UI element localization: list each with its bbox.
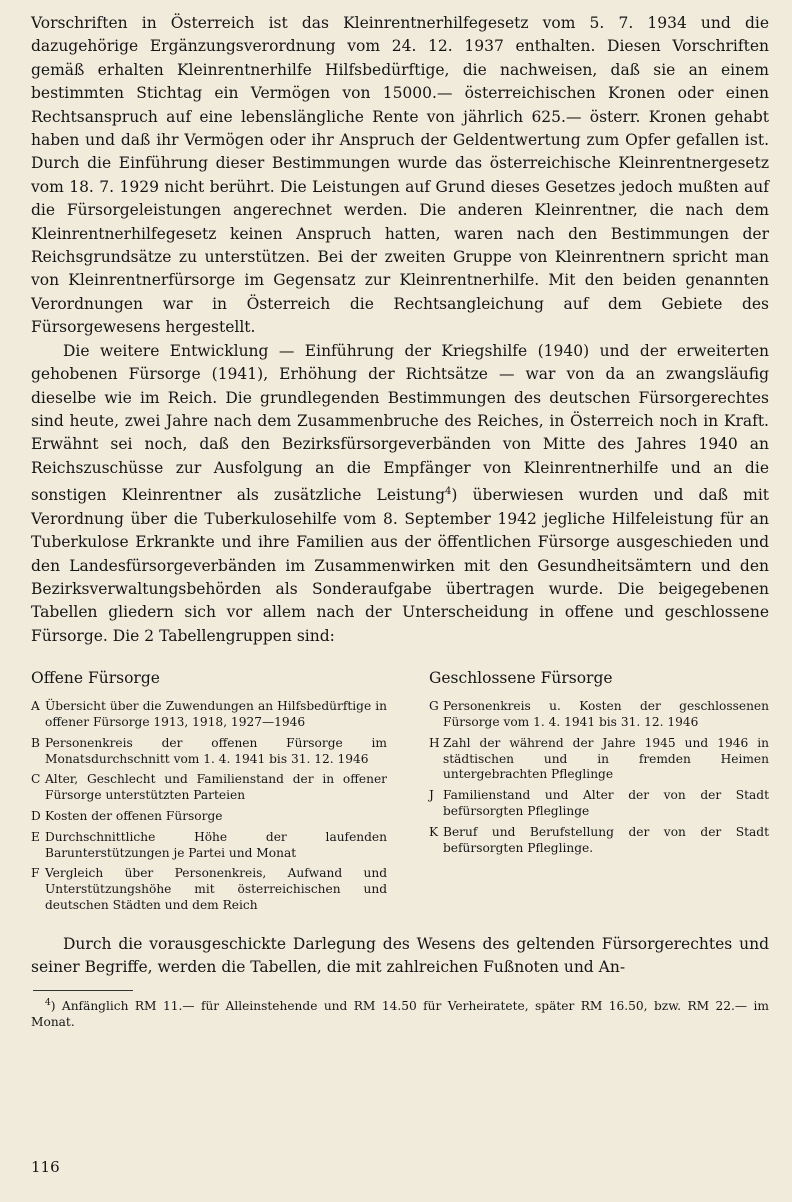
footnote-divider [33,990,133,991]
closing-paragraph: Durch die vorausgeschickte Darlegung des Wesens des geltenden Fürsorgerechtes und seiner Begriffe, werden die Tabellen, die mit zahlreichen Fußnoten und An- [31,934,769,977]
list-item-key: E [31,829,40,844]
paragraph-2 [31,340,769,648]
list-item-text: Alter, Geschlecht und Familienstand der in offener Fürsorge unterstützten Parteien [45,772,387,803]
list-item [31,866,387,913]
list-item-text: Beruf und Berufstellung der von der Stadt befürsorgten Pfleglinge. [443,824,769,855]
list-item-text: Vergleich über Personenkreis, Aufwand und Unterstützungshöhe mit österreichischen und deutschen Städten und dem Reich [45,866,387,912]
list-item [31,699,387,731]
list-item-key: A [31,699,40,714]
footnote-mark: 4 [45,997,51,1008]
list-item [429,699,769,731]
list-item-text: Personenkreis u. Kosten der geschlossenen Fürsorge vom 1. 4. 1941 bis 31. 12. 1946 [443,699,769,729]
paragraph-2-text-a: Die weitere Entwicklung — Einführung der Kriegshilfe (1940) und der erweiterten gehobenen Fürsorge (1941), Erhöhung der Richtsätze — war von da an zwangsläufig dieselbe wie im Reich. Die grundlegenden Bestimmungen des deutschen Fürsorgerechtes sind heute, zwei Jahre nach dem Zusammenbruche des Reiches, in Österreich noch in Kraft. Erwähnt sei noch, daß den Bezirksfürsorgeverbänden von Mitte des Jahres 1940 an Reichszuschüsse zur Ausfolgung an die Empfänger von Kleinrentnerhilfe und an die sonstigen Kleinrentner als zusätzliche Leistung [31,341,769,505]
list-item-key: F [31,866,40,881]
list-item-text: Familienstand und Alter der von der Stadt befürsorgten Pfleglinge [443,788,769,818]
list-item-key: H [429,735,440,750]
left-column [31,667,387,919]
page [31,12,769,1031]
footnote-reference[interactable]: 4 [445,486,452,498]
right-column-heading: Geschlossene Fürsorge [429,669,613,688]
list-item-text: Durchschnittliche Höhe der laufenden Barunterstützungen je Partei und Monat [45,829,387,860]
table-list [31,667,769,919]
list-item [31,830,387,862]
list-item-text: Übersicht über die Zuwendungen an Hilfsbedürftige in offener Fürsorge 1913, 1918, 1927—1946 [45,699,387,729]
list-item-key: G [429,699,439,714]
list-item [429,736,769,783]
list-item [31,809,387,825]
right-column [429,667,769,919]
list-item-text: Zahl der während der Jahre 1945 und 1946 in städtischen und in fremden Heimen untergebrachten Pfleglinge [443,735,769,782]
right-column-list [429,699,769,856]
footnote [31,995,769,1031]
footnote-text: ) Anfänglich RM 11.— für Alleinstehende und RM 14.50 für Verheiratete, später RM 16.50, bzw. RM 22.— im Monat. [31,998,769,1030]
list-item-key: D [31,808,41,823]
body-text [31,12,769,648]
paragraph-1: Vorschriften in Österreich ist das Kleinrentnerhilfegesetz vom 5. 7. 1934 und die dazugehörige Ergänzungsverordnung vom 24. 12. 1937 enthalten. Diesen Vorschriften gemäß erhalten Kleinrentnerhilfe Hilfsbedürftige, die nachweisen, daß sie an einem bestimmten Stichtag ein Vermögen von 15000.— österreichischen Kronen oder einen Rechtsanspruch auf eine lebenslängliche Rente von jährlich 625.— österr. Kronen gehabt haben und daß ihr Vermögen oder ihr Anspruch der Geldentwertung zum Opfer gefallen ist. Durch die Einführung dieser Bestimmungen wurde das österreichische Kleinrentnergesetz vom 18. 7. 1929 nicht berührt. Die Leistungen auf Grund dieses Gesetzes jedoch mußten auf die Fürsorgeleistungen angerechnet werden. Die anderen Kleinrentner, die nach dem Kleinrentnerhilfegesetz keinen Anspruch hatten, waren nach den Bestimmungen der Reichsgrundsätze zu unterstützen. Bei der zweiten Gruppe von Kleinrentnern spricht man von Kleinrentnerfürsorge im Gegensatz zur Kleinrentnerhilfe. Mit den beiden genannten Verordnungen war in Österreich die Rechtsangleichung auf dem Gebiete des Fürsorgewesens hergestellt. [31,14,769,337]
list-item-text: Kosten der offenen Fürsorge [45,808,223,823]
list-item-key: K [429,824,439,839]
list-item [31,772,387,804]
paragraph-2-text-b: ) überwiesen wurden und daß mit Verordnung über die Tuberkulosehilfe vom 8. September 1942 jegliche Hilfeleistung für an Tuberkulose Erkrankte und ihre Familien aus der öffentlichen Fürsorge ausgeschieden und den Landesfürsorgeverbänden im Zusammenwirken mit den Gesundheitsämtern und den Bezirksverwaltungsbehörden als Sonderaufgabe übertragen wurde. Die beigegebenen Tabellen gliedern sich vor allem nach der Unterscheidung in offene und geschlossene Fürsorge. Die 2 Tabellengruppen sind: [31,486,770,645]
list-item-key: C [31,772,41,787]
list-item-key: J [429,788,434,803]
left-column-list [31,699,387,914]
list-item-text: Personenkreis der offenen Fürsorge im Monatsdurchschnitt vom 1. 4. 1941 bis 31. 12. 1946 [45,735,387,766]
page-number: 116 [31,1158,60,1176]
list-item [429,788,769,820]
list-item-key: B [31,735,40,750]
left-column-heading: Offene Fürsorge [31,669,160,688]
list-item [31,736,387,768]
list-item [429,825,769,857]
